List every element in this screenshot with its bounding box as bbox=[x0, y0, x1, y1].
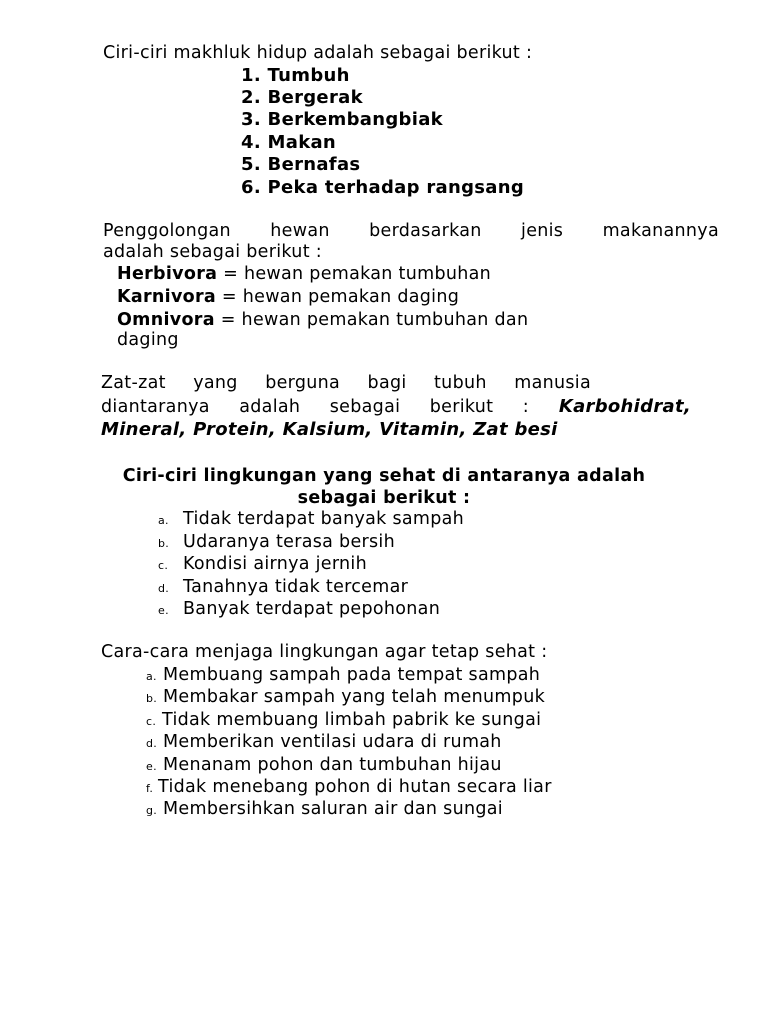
list-item bbox=[158, 531, 395, 555]
item-text: Tidak menebang pohon di hutan secara liar bbox=[158, 777, 552, 797]
list-item bbox=[241, 109, 443, 131]
section3-line2-plain bbox=[101, 396, 529, 418]
item-text: Tidak membuang limbah pabrik ke sungai bbox=[162, 710, 542, 730]
item-number: 5. bbox=[241, 154, 261, 175]
item-text: Tidak terdapat banyak sampah bbox=[183, 509, 465, 529]
definition-karnivora bbox=[117, 286, 459, 308]
list-item bbox=[241, 132, 336, 154]
item-marker: a. bbox=[158, 514, 169, 527]
list-item bbox=[146, 798, 503, 822]
section5-intro: Cara-cara menjaga lingkungan agar tetap sehat : bbox=[101, 642, 548, 662]
definition-sep: = bbox=[214, 310, 242, 330]
section2-intro-line1: Penggolongan hewan berdasarkan jenis makanannya bbox=[103, 221, 719, 241]
definition-term: Karnivora bbox=[117, 287, 217, 307]
section3-line1: Zat-zat yang berguna bagi tubuh manusia bbox=[101, 373, 591, 393]
list-item bbox=[146, 686, 545, 710]
word: berikut bbox=[429, 397, 494, 417]
item-text: Tumbuh bbox=[267, 65, 350, 86]
definition-sep: = bbox=[216, 287, 243, 307]
item-text: Memberikan ventilasi udara di rumah bbox=[163, 732, 502, 752]
section3-line2 bbox=[101, 396, 691, 418]
definition-desc: hewan pemakan daging bbox=[242, 287, 460, 307]
section3-line2-bold: Karbohidrat, bbox=[558, 396, 691, 417]
item-marker: b. bbox=[158, 537, 170, 550]
item-number: 2. bbox=[241, 87, 261, 108]
item-text: Banyak terdapat pepohonan bbox=[183, 599, 441, 619]
list-item bbox=[146, 664, 540, 688]
item-text: Tanahnya tidak tercemar bbox=[183, 577, 409, 597]
list-item bbox=[158, 553, 367, 577]
definition-desc: hewan pemakan tumbuhan dan bbox=[241, 310, 529, 330]
item-marker: e. bbox=[158, 604, 169, 617]
word: sebagai bbox=[329, 397, 401, 417]
definition-term: Omnivora bbox=[117, 310, 215, 330]
item-text: Makan bbox=[267, 132, 337, 153]
item-text: Peka terhadap rangsang bbox=[267, 177, 525, 198]
item-marker: d. bbox=[146, 737, 158, 750]
item-marker: d. bbox=[158, 582, 170, 595]
item-marker: a. bbox=[146, 670, 157, 683]
item-number: 3. bbox=[241, 109, 261, 130]
item-text: Membuang sampah pada tempat sampah bbox=[163, 665, 541, 685]
definition-term: Herbivora bbox=[117, 264, 218, 284]
item-marker: e. bbox=[146, 760, 157, 773]
list-item bbox=[146, 731, 502, 755]
list-item bbox=[241, 65, 350, 87]
item-marker: f. bbox=[146, 782, 154, 795]
item-text: Kondisi airnya jernih bbox=[183, 554, 367, 574]
list-item bbox=[146, 709, 541, 733]
item-text: Udaranya terasa bersih bbox=[183, 532, 395, 552]
item-number: 6. bbox=[241, 177, 261, 198]
item-marker: c. bbox=[158, 559, 169, 572]
definition-omnivora bbox=[117, 309, 528, 331]
list-item bbox=[146, 776, 552, 800]
definition-herbivora bbox=[117, 263, 491, 285]
section1-intro: Ciri-ciri makhluk hidup adalah sebagai berikut : bbox=[103, 43, 533, 63]
item-text: Membakar sampah yang telah menumpuk bbox=[163, 687, 546, 707]
item-marker: c. bbox=[146, 715, 157, 728]
item-text: Membersihkan saluran air dan sungai bbox=[163, 799, 503, 819]
word: adalah bbox=[239, 397, 301, 417]
definition-omnivora-cont: daging bbox=[117, 330, 179, 350]
item-text: Menanam pohon dan tumbuhan hijau bbox=[163, 755, 502, 775]
list-item bbox=[241, 177, 524, 199]
word: : bbox=[522, 397, 529, 417]
item-number: 4. bbox=[241, 132, 261, 153]
section4-heading-line1: Ciri-ciri lingkungan yang sehat di antaranya adalah bbox=[122, 466, 646, 486]
list-item bbox=[158, 576, 408, 600]
item-text: Berkembangbiak bbox=[267, 109, 443, 130]
item-text: Bergerak bbox=[267, 87, 363, 108]
item-number: 1. bbox=[241, 65, 261, 86]
item-marker: g. bbox=[146, 804, 158, 817]
section2-intro-line2: adalah sebagai berikut : bbox=[103, 242, 322, 262]
list-item bbox=[158, 598, 440, 622]
definition-desc: hewan pemakan tumbuhan bbox=[243, 264, 492, 284]
item-marker: b. bbox=[146, 692, 158, 705]
item-text: Bernafas bbox=[267, 154, 361, 175]
list-item bbox=[241, 154, 360, 176]
list-item bbox=[241, 87, 363, 109]
list-item bbox=[158, 508, 464, 532]
list-item bbox=[146, 754, 502, 778]
section4-heading-line2: sebagai berikut : bbox=[297, 488, 471, 508]
section3-line3: Mineral, Protein, Kalsium, Vitamin, Zat besi bbox=[101, 419, 558, 440]
word: diantaranya bbox=[101, 397, 210, 417]
definition-sep: = bbox=[217, 264, 244, 284]
